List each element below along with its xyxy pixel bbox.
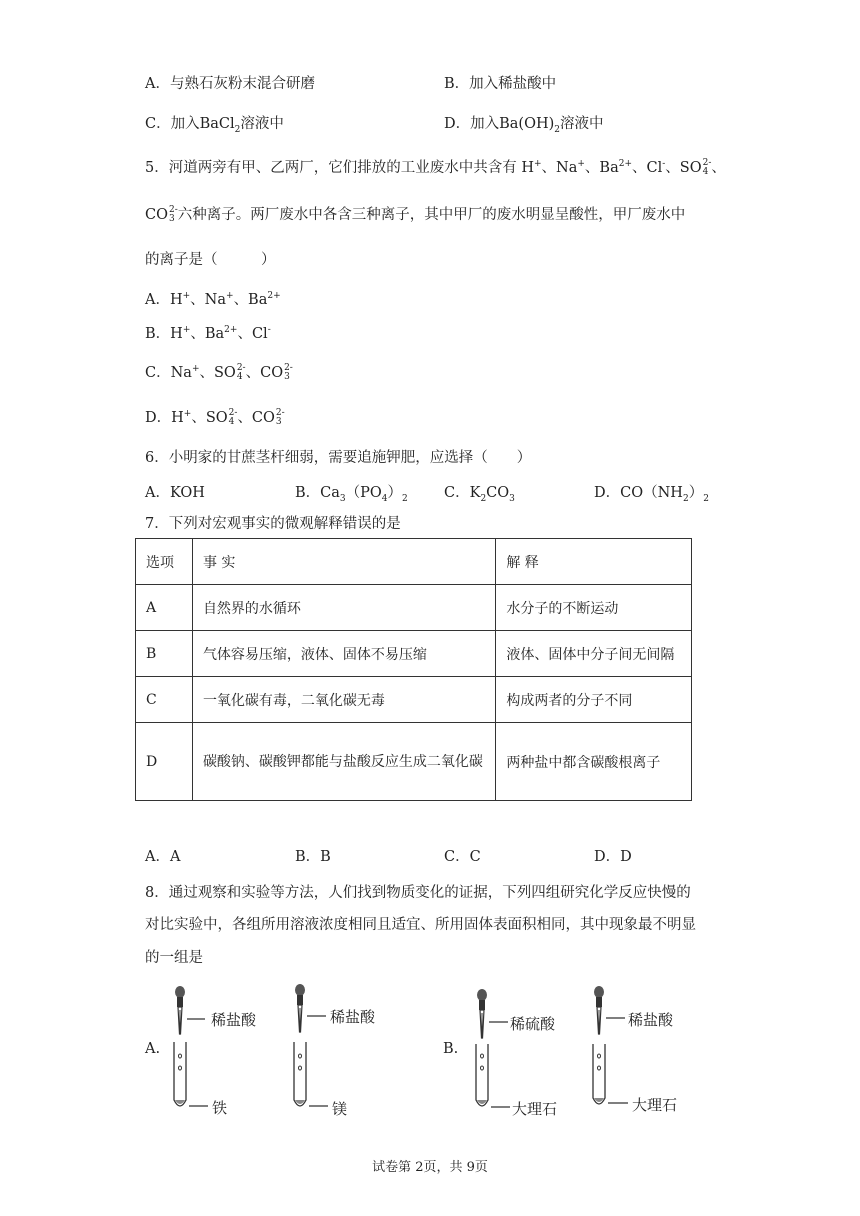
q8-figure-a <box>160 982 410 1122</box>
table-row <box>136 723 692 801</box>
dropper-icon <box>477 989 487 1038</box>
q5-option-d: D．H+、SO 2- 4 、CO 2- 3 <box>145 408 285 427</box>
table-header-cell: 选项 <box>136 539 193 585</box>
table-cell: A <box>136 585 193 631</box>
q8-fig-b-label-acid2: 稀盐酸 <box>628 1011 674 1029</box>
q7-option-d: D．D <box>594 849 632 865</box>
q8-fig-b-label-solid2: 大理石 <box>632 1096 678 1114</box>
test-tube-icon <box>174 1042 186 1106</box>
q6-option-a: A．KOH <box>145 485 205 501</box>
q8-stem-line3: 的一组是 <box>145 950 203 966</box>
table-cell: C <box>136 677 193 723</box>
table-cell: 构成两者的分子不同 <box>496 677 692 723</box>
q8-fig-a-label-solid2: 镁 <box>332 1100 348 1118</box>
q7-stem: 7．下列对宏观事实的微观解释错误的是 <box>145 516 401 532</box>
table-row <box>136 631 692 677</box>
q7-option-a: A．A <box>145 849 181 865</box>
test-tube-icon <box>294 1042 306 1106</box>
q4-option-a: A．与熟石灰粉末混合研磨 <box>145 76 315 92</box>
q8-fig-a-label-acid2: 稀盐酸 <box>330 1008 376 1026</box>
table-header-cell: 事 实 <box>192 539 495 585</box>
q6-option-d: D．$CO(NH_2)_2$ <box>594 485 709 504</box>
q5-stem-line3: 的离子是（ ） <box>145 252 276 268</box>
q5-option-b: B．H+、$Ba^{2+}$、Cl- <box>145 325 271 342</box>
q4-option-c: C．加入BaCl$_2$溶液中 <box>145 116 284 135</box>
test-tube-icon <box>593 1044 605 1104</box>
q8-fig-b-label-solid1: 大理石 <box>512 1100 558 1118</box>
q7-option-c: C．C <box>444 849 481 865</box>
q7-table <box>135 538 692 801</box>
q8-option-b: B. <box>443 1041 459 1057</box>
q4-option-d: D．加入$Ba(OH)_2$溶液中 <box>444 116 604 135</box>
table-cell: 液体、固体中分子间无间隔 <box>496 631 692 677</box>
q5-stem-line1: 5．河道两旁有甲、乙两厂，它们排放的工业废水中共含有 H+、Na+、$Ba^{2+}$、Cl-、SO 2- 4 、 <box>145 158 726 177</box>
q8-fig-a-label-solid1: 铁 <box>212 1099 228 1117</box>
q5-option-a: A．H+、Na+、$Ba^{2+}$ <box>145 291 281 308</box>
q8-fig-a-label-acid1: 稀盐酸 <box>211 1011 257 1029</box>
table-row <box>136 677 692 723</box>
q7-option-b: B．B <box>295 849 331 865</box>
q6-option-c: C．$K_2CO_3$ <box>444 485 515 504</box>
table-cell: 水分子的不断运动 <box>496 585 692 631</box>
table-cell: 气体容易压缩，液体、固体不易压缩 <box>192 631 495 677</box>
test-tube-icon <box>476 1044 488 1106</box>
q6-stem: 6．小明家的甘蔗茎杆细弱，需要追施钾肥，应选择（ ） <box>145 450 532 466</box>
q8-stem-line2: 对比实验中，各组所用溶液浓度相同且适宜、所用固体表面积相同，其中现象最不明显 <box>145 917 696 933</box>
dropper-icon <box>175 986 185 1034</box>
dropper-icon <box>594 986 604 1034</box>
q8-stem-line1: 8．通过观察和实验等方法，人们找到物质变化的证据，下列四组研究化学反应快慢的 <box>145 885 691 901</box>
q5-stem-line2: CO 2- 3 六种离子。两厂废水中各含三种离子，其中甲厂的废水明显呈酸性，甲厂废水中 <box>145 205 686 224</box>
table-cell: 自然界的水循环 <box>192 585 495 631</box>
table-cell: 碳酸钠、碳酸钾都能与盐酸反应生成二氧化碳 <box>192 723 495 801</box>
table-cell: 一氧化碳有毒，二氧化碳无毒 <box>192 677 495 723</box>
q8-option-a: A. <box>145 1041 161 1057</box>
dropper-icon <box>295 984 305 1032</box>
table-header-row <box>136 539 692 585</box>
table-cell: 两种盐中都含碳酸根离子 <box>496 723 692 801</box>
table-cell: B <box>136 631 193 677</box>
q4-option-b: B．加入稀盐酸中 <box>444 76 557 92</box>
table-cell: D <box>136 723 193 801</box>
table-header-cell: 解 释 <box>496 539 692 585</box>
q6-option-b: B．$Ca_3(PO_4)_2$ <box>295 485 408 504</box>
q8-fig-b-label-acid1: 稀硫酸 <box>510 1015 556 1033</box>
table-row <box>136 585 692 631</box>
page-footer: 试卷第 2页，共 9页 <box>372 1160 488 1175</box>
q5-option-c: C．Na+、SO 2- 4 、CO 2- 3 <box>145 363 293 382</box>
